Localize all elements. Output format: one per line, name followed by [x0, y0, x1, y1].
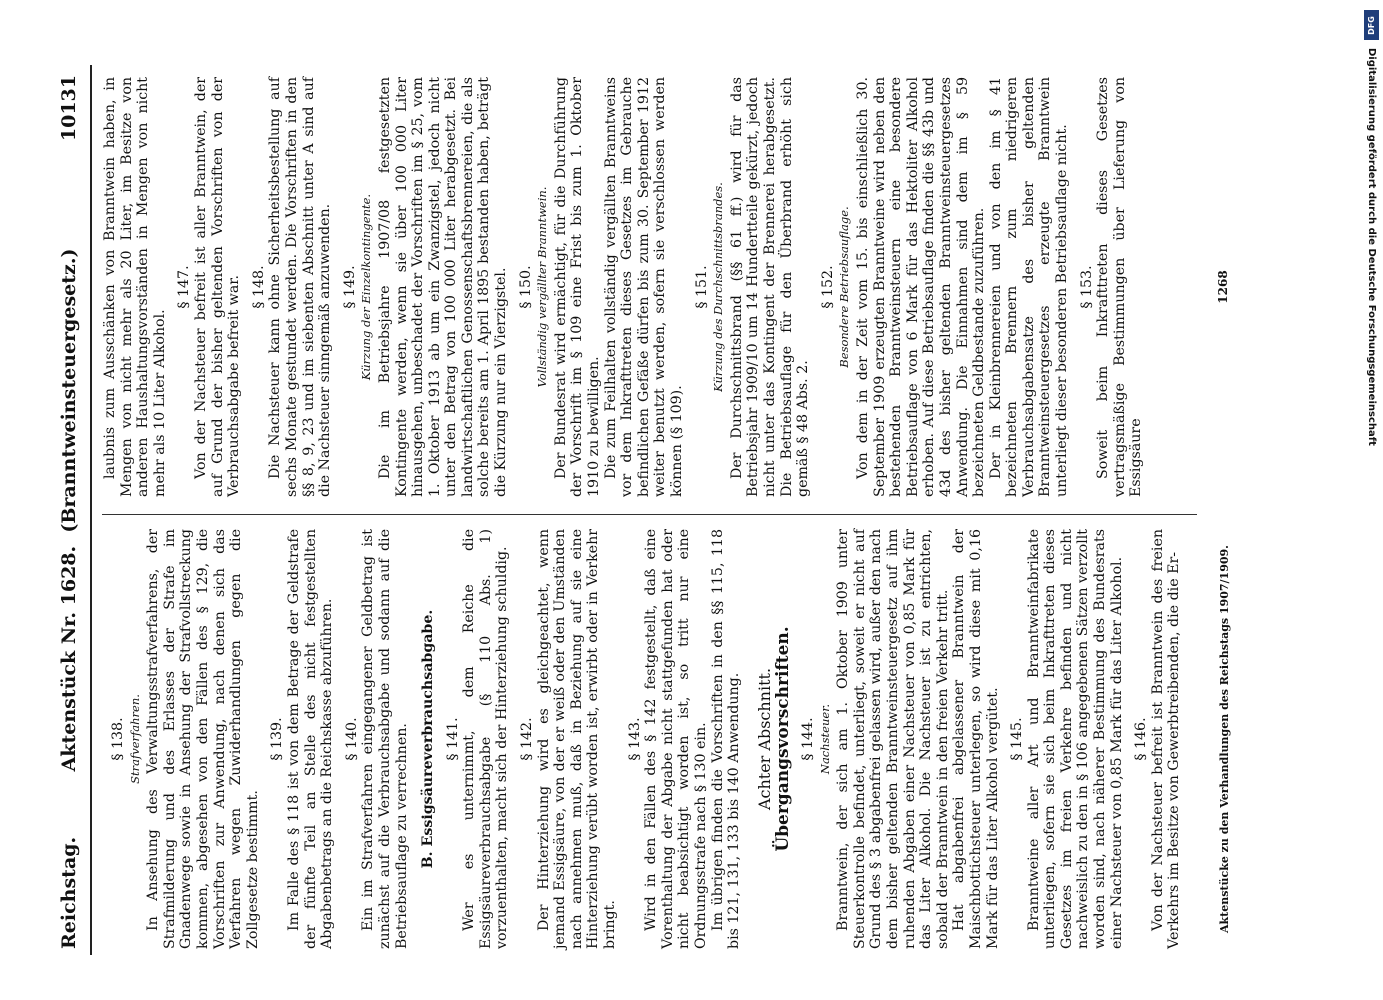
- section-number: § 138.: [110, 717, 126, 761]
- section-subtitle: Besondere Betriebsauflage.: [837, 206, 852, 368]
- paragraph: Branntweine aller Art und Branntweinfabrikate unterliegen, sofern sie sich beim Inkrafttreten dieses Gesetzes im freien Verkehre befinden und nicht nachweislich zu den in § 106 angegebenen Sätzen verzollt worden sind, nach näherer Bestimmung des Bundesrats einer Nachsteuer von 0,85 Mark für das Liter Alkohol.: [1025, 529, 1125, 949]
- paragraph: Im Falle des § 118 ist von dem Betrage der Geldstrafe der fünfte Teil an Stelle des nicht festgestellten Abgabenbetrags an die Reichskasse abzuführen.: [285, 529, 336, 949]
- digitization-sidebar: [1363, 4, 1381, 992]
- column-divider: [102, 514, 1197, 515]
- section-number: § 149.: [341, 265, 358, 309]
- paragraph: Wer es unternimmt, dem Reiche die Essigsäureverbrauchsabgabe (§ 110 Abs. 1) vorzuenthalten, macht sich der Hinterziehung schuldig.: [461, 529, 511, 949]
- chapter-label: Achter Abschnitt.: [754, 667, 774, 811]
- section-number: § 141.: [444, 717, 461, 761]
- section-number: § 144.: [799, 717, 816, 761]
- section-number: § 139.: [269, 717, 286, 761]
- paragraph: Die im Betriebsjahre 1907/08 festgesetzten Kontingente werden, wenn sie über 100 000 Liter hinausgehen, unbeschadet der Vorschriften im § 25, vom 1. Oktober 1913 ab um ein Zwanzigstel, jedoch nicht unter den Betrag von 100 000 Liter herabgesetzt. Bei landwirtschaftlichen Genossenschaftsbrennereien, die als solche bereits am 1. April 1895 bestanden haben, beträgt die Kürzung nur ein Vierzigstel.: [376, 77, 510, 497]
- paragraph: Branntwein, der sich am 1. Oktober 1909 unter Steuerkontrolle befindet, unterliegt, soweit er nicht auf Grund des § 3 abgabenfrei gelassen wird, außer den nach dem bisher geltenden Branntweinsteuergesetz auf ihm ruhenden Abgaben einer Nachsteuer von 0,85 Mark für das Liter Alkohol. Die Nachsteuer ist zu entrichten, sobald der Branntwein in den freien Verkehr tritt.: [835, 529, 951, 949]
- document-page: [50, 65, 1260, 955]
- section-number: § 142.: [519, 717, 536, 761]
- paragraph: Die zum Feilhalten vollständig vergällten Branntweins vor dem Inkrafttreten dieses Gesetzes im Gebrauche befindlichen Gefäße dürfen bis zum 30. September 1912 weiter benutzt werden, sofern sie verschlossen werden können (§ 109).: [602, 77, 685, 497]
- chapter-title: Übergangsvorschriften.: [773, 626, 794, 852]
- header-page-number: 10131: [58, 75, 80, 142]
- page-header: [50, 65, 92, 955]
- paragraph: laubnis zum Ausschänken von Branntwein haben, in Mengen von nicht mehr als 20 Liter, im Besitze von anderen Haushaltungsvorständen in Mengen von nicht mehr als 10 Liter Alkohol.: [102, 77, 168, 497]
- section-number: § 143.: [626, 717, 643, 761]
- paragraph: In Ansehung des Verwaltungsstrafverfahrens, der Strafmilderung und des Erlasses der Strafe im Gnadenwege sowie in Ansehung der Strafvollstreckung kommen, abgesehen von den Fällen des § 129, die Vorschriften zur Anwendung, nach denen sich das Verfahren wegen Zuwiderhandlungen gegen die Zollgesetze bestimmt.: [145, 529, 261, 949]
- section-subtitle: Nachsteuer.: [817, 703, 832, 775]
- left-column: [102, 529, 1212, 949]
- section-number: § 150.: [517, 265, 534, 309]
- header-document-number: Aktenstück Nr. 1628.: [58, 545, 80, 772]
- paragraph: Der Durchschnittsbrand (§§ 61 ff.) wird für das Betriebsjahr 1909/10 um 14 Hundertteile gekürzt, jedoch nicht unter das Kontingent der Brennerei herabgesetzt. Die Betriebsauflage für den Überbrand erhöht sich gemäß § 48 Abs. 2.: [728, 77, 812, 497]
- footer-caption: Aktenstücke zu den Verhandlungen des Reichstags 1907/1909.: [1218, 545, 1231, 933]
- dfg-logo: [1364, 10, 1379, 40]
- part-heading: B. Essigsäureverbrauchsabgabe.: [420, 609, 437, 869]
- section-subtitle: Kürzung des Durchschnittsbrandes.: [711, 182, 726, 392]
- paragraph: Im übrigen finden die Vorschriften in den §§ 115, 118 bis 121, 131, 133 bis 140 Anwendung.: [709, 529, 743, 949]
- section-subtitle: Vollständig vergällter Branntwein.: [535, 186, 550, 388]
- digitization-note: Digitalisierung gefördert durch die Deutsche Forschungsgemeinschaft: [1366, 48, 1377, 446]
- section-number: § 148.: [250, 265, 267, 309]
- paragraph: Von der Nachsteuer befreit ist Branntwein des freien Verkehrs im Besitze von Gewerbtreibenden, die die Er-: [1149, 529, 1183, 949]
- paragraph: Der in Kleinbrennereien und von den im § 41 bezeichneten Brennern zum niedrigeren Verbrauchsabgabensatze des bisher geltenden Branntweinsteuergesetzes erzeugte Branntwein unterliegt dieser besonderen Betriebsauflage nicht.: [987, 77, 1071, 497]
- paragraph: Von dem in der Zeit vom 15. bis einschließlich 30. September 1909 erzeugten Branntweine wird neben den bestehenden Branntweinsteuern eine besondere Betriebsauflage von 6 Mark für das Hektoliter Alkohol erhoben. Auf diese Betriebsauflage finden die §§ 43b und 43d des bisher geltenden Branntweinsteuergesetzes Anwendung. Die Einnahmen sind dem im § 59 bezeichneten Geldbestande zuzuführen.: [854, 77, 988, 497]
- right-column: [102, 77, 1212, 497]
- section-subtitle: Kürzung der Einzelkontingente.: [359, 193, 374, 381]
- section-number: § 152.: [819, 265, 836, 309]
- section-number: § 145.: [1009, 717, 1026, 761]
- header-left: Reichstag.: [58, 836, 80, 949]
- paragraph: Von der Nachsteuer befreit ist aller Branntwein, der auf Grund der bisher geltenden Vorschriften von der Verbrauchsabgabe befreit war.: [192, 77, 243, 497]
- paragraph: Wird in den Fällen des § 142 festgestellt, daß eine Vorenthaltung der Abgabe nicht stattgefunden hat oder nicht beabsichtigt worden ist, so tritt nur eine Ordnungsstrafe nach § 130 ein.: [643, 529, 709, 949]
- section-number: § 147.: [176, 265, 193, 309]
- section-number: § 153.: [1078, 265, 1095, 309]
- paragraph: Soweit beim Inkrafttreten dieses Gesetzes vertragsmäßige Bestimmungen über Lieferung von Essigsäure: [1095, 77, 1145, 497]
- section-number: § 151.: [693, 265, 710, 309]
- section-number: § 140.: [343, 717, 360, 761]
- paragraph: Hat abgabenfrei abgelassener Branntwein der Maischbottichsteuer unterlegen, so wird diese mit 0,16 Mark für das Liter Alkohol vergütet.: [951, 529, 1001, 949]
- printed-page-number: 1268: [1216, 270, 1230, 304]
- dfg-logo-text: DFG: [1367, 15, 1377, 35]
- section-number: § 146.: [1133, 717, 1150, 761]
- paragraph: Der Hinterziehung wird es gleichgeachtet, wenn jemand Essigsäure, von der er weiß oder den Umständen nach annehmen muß, daß in Beziehung auf sie eine Hinterziehung verübt worden ist, erwirbt oder in Verkehr bringt.: [535, 529, 619, 949]
- paragraph: Ein im Strafverfahren eingegangener Geldbetrag ist zunächst auf die Verbrauchsabgabe und sodann auf die Betriebsauflage zu verrechnen.: [360, 529, 410, 949]
- section-subtitle: Strafverfahren.: [127, 694, 142, 784]
- header-center: [58, 65, 80, 955]
- header-document-subject: (Branntweinsteuergesetz.): [58, 248, 80, 533]
- paragraph: Die Nachsteuer kann ohne Sicherheitsbestellung auf sechs Monate gestundet werden. Die Vorschriften in den §§ 8, 9, 23 und im siebenten Abschnitt unter A sind auf die Nachsteuer sinngemäß anzuwenden.: [267, 77, 334, 497]
- paragraph: Der Bundesrat wird ermächtigt, für die Durchführung der Vorschrift im § 109 eine Frist bis zum 1. Oktober 1910 zu bewilligen.: [552, 77, 603, 497]
